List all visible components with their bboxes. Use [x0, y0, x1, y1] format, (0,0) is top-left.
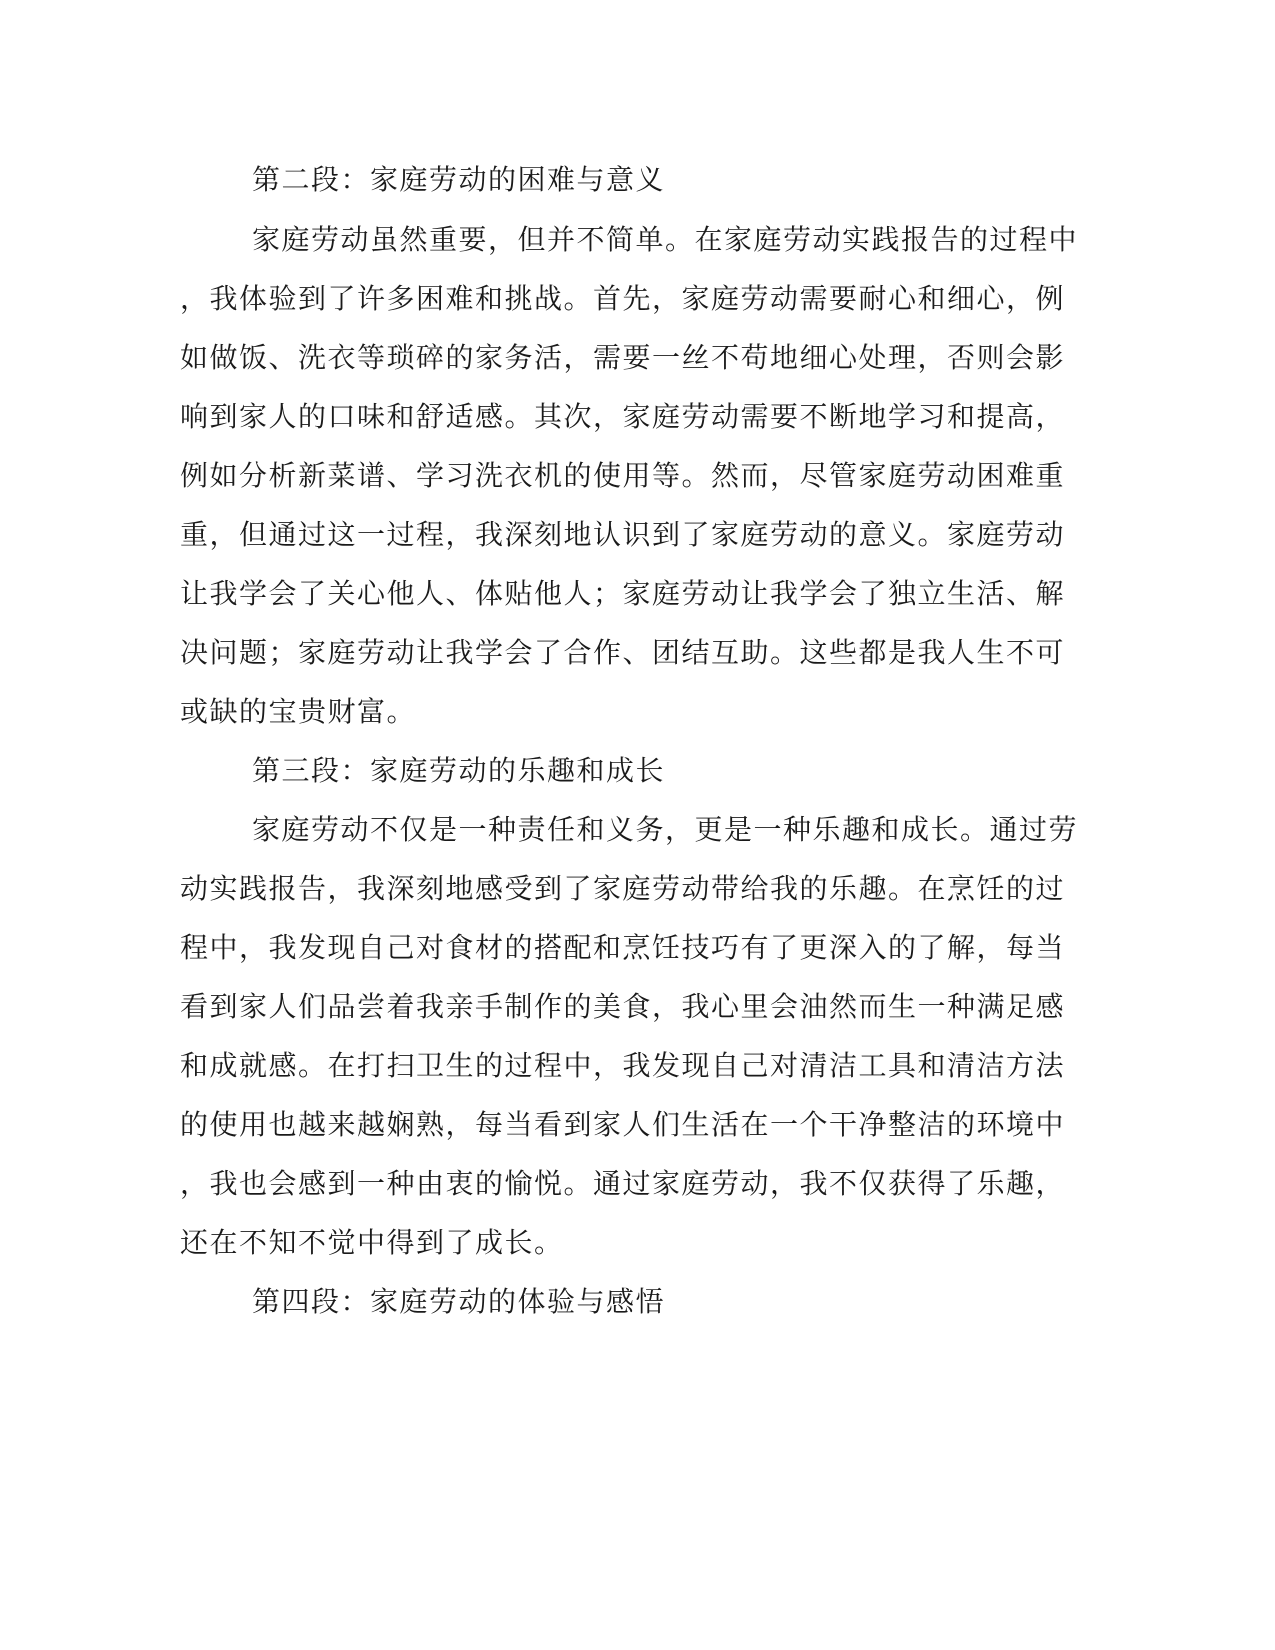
section-heading-2: 第二段：家庭劳动的困难与意义: [252, 163, 666, 196]
paragraph-2-line: 例如分析新菜谱、学习洗衣机的使用等。然而，尽管家庭劳动困难重: [180, 459, 1066, 492]
paragraph-2-line: 重，但通过这一过程，我深刻地认识到了家庭劳动的意义。家庭劳动: [180, 518, 1066, 551]
paragraph-2-line: 或缺的宝贵财富。: [180, 695, 417, 728]
paragraph-2-line: 决问题；家庭劳动让我学会了合作、团结互助。这些都是我人生不可: [180, 636, 1066, 669]
paragraph-2-line: 响到家人的口味和舒适感。其次，家庭劳动需要不断地学习和提高，: [180, 400, 1066, 433]
paragraph-2-line: 如做饭、洗衣等琐碎的家务活，需要一丝不苟地细心处理，否则会影: [180, 341, 1066, 374]
paragraph-3-line: 程中，我发现自己对食材的搭配和烹饪技巧有了更深入的了解，每当: [180, 931, 1066, 964]
paragraph-3-line: 看到家人们品尝着我亲手制作的美食，我心里会油然而生一种满足感: [180, 990, 1066, 1023]
paragraph-3-line: 还在不知不觉中得到了成长。: [180, 1226, 564, 1259]
paragraph-2-line: 让我学会了关心他人、体贴他人；家庭劳动让我学会了独立生活、解: [180, 577, 1066, 610]
paragraph-3-line: ，我也会感到一种由衷的愉悦。通过家庭劳动，我不仅获得了乐趣，: [180, 1167, 1066, 1200]
paragraph-3-line: 家庭劳动不仅是一种责任和义务，更是一种乐趣和成长。通过劳: [252, 813, 1079, 846]
section-heading-4: 第四段：家庭劳动的体验与感悟: [252, 1285, 666, 1318]
section-heading-3: 第三段：家庭劳动的乐趣和成长: [252, 754, 666, 787]
paragraph-2-line: 家庭劳动虽然重要，但并不简单。在家庭劳动实践报告的过程中: [252, 223, 1079, 256]
paragraph-3-line: 和成就感。在打扫卫生的过程中，我发现自己对清洁工具和清洁方法: [180, 1049, 1066, 1082]
paragraph-3-line: 的使用也越来越娴熟，每当看到家人们生活在一个干净整洁的环境中: [180, 1108, 1066, 1141]
paragraph-2-line: ，我体验到了许多困难和挑战。首先，家庭劳动需要耐心和细心，例: [180, 282, 1066, 315]
paragraph-3-line: 动实践报告，我深刻地感受到了家庭劳动带给我的乐趣。在烹饪的过: [180, 872, 1066, 905]
